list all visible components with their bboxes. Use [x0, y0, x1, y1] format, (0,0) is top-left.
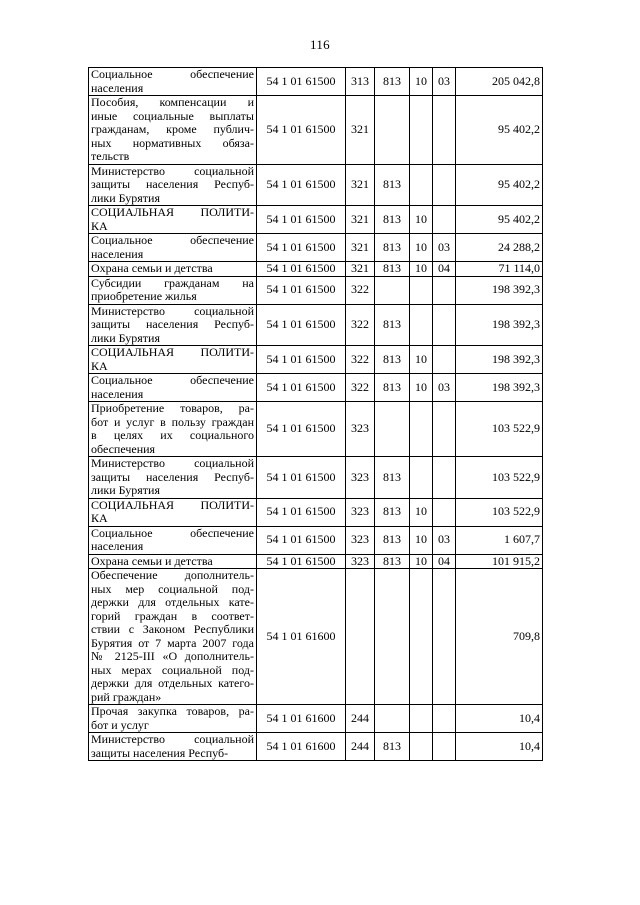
section-cell: 10: [410, 374, 433, 402]
row-name-line: населения: [91, 386, 144, 401]
subsection-cell: 04: [433, 554, 456, 569]
target-code-cell: 54 1 01 61500: [257, 96, 346, 165]
sum-cell: 10,4: [456, 705, 543, 733]
row-name-line: Приобретение товаров, ра-: [91, 401, 254, 415]
expense-type-cell: 322: [346, 346, 375, 374]
sum-cell: 103 522,9: [456, 457, 543, 499]
table-row: [89, 234, 543, 262]
section-cell: [410, 457, 433, 499]
page-number: 116: [310, 37, 330, 52]
sum-cell: 1 607,7: [456, 526, 543, 554]
grbs-cell: 813: [375, 457, 410, 499]
row-name-line: КА: [91, 358, 108, 373]
table-row: [89, 526, 543, 554]
expense-type-cell: 323: [346, 526, 375, 554]
section-cell: 10: [410, 206, 433, 234]
table-row: [89, 164, 543, 206]
section-cell: [410, 569, 433, 705]
row-name-line: Бурятия от 7 марта 2007 года: [91, 635, 254, 650]
row-name-line: КА: [91, 218, 108, 233]
subsection-cell: 03: [433, 234, 456, 262]
row-name-line: горий граждан в соответ-: [91, 608, 254, 623]
grbs-cell: 813: [375, 346, 410, 374]
grbs-cell: [375, 705, 410, 733]
table-row: [89, 68, 543, 96]
expense-type-cell: [346, 569, 375, 705]
subsection-cell: [433, 304, 456, 346]
section-cell: [410, 705, 433, 733]
row-name-cell: [89, 705, 257, 733]
target-code-cell: 54 1 01 61600: [257, 733, 346, 761]
grbs-cell: 813: [375, 554, 410, 569]
row-name-cell: [89, 164, 257, 206]
target-code-cell: 54 1 01 61500: [257, 68, 346, 96]
row-name-cell: [89, 346, 257, 374]
row-name-line: Министерство социальной: [91, 304, 254, 318]
row-name-line: Министерство социальной: [91, 732, 254, 746]
row-name-line: населения: [91, 246, 144, 261]
row-name-line: Социальное обеспечение: [91, 373, 254, 387]
row-name-line: Министерство социальной: [91, 164, 254, 178]
row-name-line: населения: [91, 80, 144, 95]
table-row: [89, 498, 543, 526]
subsection-cell: [433, 164, 456, 206]
subsection-cell: [433, 705, 456, 733]
row-name-cell: [89, 457, 257, 499]
table-row: [89, 733, 543, 761]
row-name-line: СОЦИАЛЬНАЯ ПОЛИТИ-: [91, 345, 254, 359]
sum-cell: 709,8: [456, 569, 543, 705]
row-name-line: защиты населения Респуб-: [91, 317, 254, 331]
table-row: [89, 206, 543, 234]
expense-type-cell: 323: [346, 554, 375, 569]
sum-cell: 198 392,3: [456, 304, 543, 346]
expense-type-cell: 244: [346, 705, 375, 733]
target-code-cell: 54 1 01 61500: [257, 206, 346, 234]
budget-table: [88, 67, 543, 761]
expense-type-cell: 321: [346, 96, 375, 165]
target-code-cell: 54 1 01 61500: [257, 346, 346, 374]
section-cell: [410, 733, 433, 761]
row-name-cell: [89, 554, 257, 569]
grbs-cell: 813: [375, 374, 410, 402]
table-row: [89, 262, 543, 277]
subsection-cell: [433, 457, 456, 499]
row-name-cell: [89, 304, 257, 346]
subsection-cell: [433, 276, 456, 304]
sum-cell: 95 402,2: [456, 96, 543, 165]
target-code-cell: 54 1 01 61600: [257, 569, 346, 705]
row-name-line: СОЦИАЛЬНАЯ ПОЛИТИ-: [91, 498, 254, 512]
row-name-line: защиты населения Респуб-: [91, 469, 254, 484]
expense-type-cell: 322: [346, 304, 375, 346]
table-row: [89, 346, 543, 374]
table-row: [89, 276, 543, 304]
row-name-cell: [89, 569, 257, 705]
sum-cell: 95 402,2: [456, 164, 543, 206]
row-name-line: тельств: [91, 149, 130, 163]
grbs-cell: 813: [375, 526, 410, 554]
row-name-cell: [89, 526, 257, 554]
section-cell: 10: [410, 68, 433, 96]
sum-cell: 198 392,3: [456, 374, 543, 402]
row-name-cell: [89, 498, 257, 526]
section-cell: [410, 96, 433, 165]
row-name-line: бот и услуг: [91, 717, 149, 732]
row-name-cell: [89, 374, 257, 402]
table-row: [89, 569, 543, 705]
row-name-line: Прочая закупка товаров, ра-: [91, 704, 254, 718]
subsection-cell: 03: [433, 68, 456, 96]
subsection-cell: 03: [433, 526, 456, 554]
target-code-cell: 54 1 01 61500: [257, 304, 346, 346]
target-code-cell: 54 1 01 61500: [257, 276, 346, 304]
table-row: [89, 374, 543, 402]
row-name-cell: [89, 68, 257, 96]
expense-type-cell: 321: [346, 234, 375, 262]
target-code-cell: 54 1 01 61500: [257, 234, 346, 262]
grbs-cell: 813: [375, 164, 410, 206]
sum-cell: 71 114,0: [456, 262, 543, 277]
row-name-line: ных мер социальной под-: [91, 581, 254, 596]
expense-type-cell: 323: [346, 457, 375, 499]
row-name-line: СОЦИАЛЬНАЯ ПОЛИТИ-: [91, 205, 254, 219]
row-name-line: держки для отдельных катего-: [91, 676, 254, 690]
row-name-cell: [89, 276, 257, 304]
target-code-cell: 54 1 01 61500: [257, 402, 346, 457]
section-cell: [410, 164, 433, 206]
row-name-cell: [89, 402, 257, 457]
section-cell: 10: [410, 262, 433, 277]
grbs-cell: 813: [375, 262, 410, 277]
target-code-cell: 54 1 01 61500: [257, 374, 346, 402]
grbs-cell: 813: [375, 206, 410, 234]
sum-cell: 10,4: [456, 733, 543, 761]
table-row: [89, 705, 543, 733]
expense-type-cell: 321: [346, 206, 375, 234]
row-name-line: защиты населения Респуб-: [91, 745, 229, 760]
table-row: [89, 457, 543, 499]
row-name-line: Субсидии гражданам на: [91, 276, 254, 290]
subsection-cell: [433, 569, 456, 705]
table-row: [89, 304, 543, 346]
row-name-line: Социальное обеспечение: [91, 233, 254, 247]
expense-type-cell: 321: [346, 262, 375, 277]
target-code-cell: 54 1 01 61500: [257, 498, 346, 526]
section-cell: 10: [410, 498, 433, 526]
subsection-cell: [433, 402, 456, 457]
grbs-cell: [375, 569, 410, 705]
section-cell: 10: [410, 526, 433, 554]
table-row: [89, 402, 543, 457]
row-name-line: рий граждан»: [91, 689, 162, 704]
row-name-line: ствии с Законом Республики: [91, 622, 254, 636]
row-name-line: гражданам, кроме публич-: [91, 122, 254, 136]
row-name-line: ных мерах социальной под-: [91, 662, 254, 677]
row-name-line: лики Бурятия: [91, 190, 160, 205]
row-name-line: Пособия, компенсации и: [91, 95, 254, 109]
sum-cell: 198 392,3: [456, 346, 543, 374]
target-code-cell: 54 1 01 61500: [257, 526, 346, 554]
row-name-cell: [89, 96, 257, 165]
row-name-line: КА: [91, 511, 108, 525]
row-name-line: защиты населения Респуб-: [91, 177, 254, 191]
table-row: [89, 554, 543, 569]
row-name-line: Охрана семьи и детства: [91, 554, 213, 568]
expense-type-cell: 323: [346, 402, 375, 457]
subsection-cell: [433, 96, 456, 165]
grbs-cell: [375, 402, 410, 457]
subsection-cell: [433, 346, 456, 374]
row-name-line: Министерство социальной: [91, 456, 254, 470]
subsection-cell: 04: [433, 262, 456, 277]
row-name-line: обеспечения: [91, 441, 156, 456]
grbs-cell: [375, 96, 410, 165]
expense-type-cell: 322: [346, 374, 375, 402]
sum-cell: 101 915,2: [456, 554, 543, 569]
subsection-cell: [433, 206, 456, 234]
target-code-cell: 54 1 01 61500: [257, 457, 346, 499]
row-name-line: № 2125-III «О дополнитель-: [91, 649, 254, 663]
sum-cell: 103 522,9: [456, 402, 543, 457]
expense-type-cell: 313: [346, 68, 375, 96]
section-cell: [410, 402, 433, 457]
grbs-cell: [375, 276, 410, 304]
section-cell: 10: [410, 554, 433, 569]
row-name-cell: [89, 234, 257, 262]
subsection-cell: [433, 733, 456, 761]
expense-type-cell: 244: [346, 733, 375, 761]
expense-type-cell: 322: [346, 276, 375, 304]
row-name-line: ных нормативных обяза-: [91, 135, 254, 150]
grbs-cell: 813: [375, 234, 410, 262]
section-cell: 10: [410, 346, 433, 374]
sum-cell: 103 522,9: [456, 498, 543, 526]
expense-type-cell: 321: [346, 164, 375, 206]
row-name-line: населения: [91, 539, 144, 553]
row-name-line: иные социальные выплаты: [91, 108, 254, 123]
row-name-line: лики Бурятия: [91, 330, 160, 345]
grbs-cell: 813: [375, 498, 410, 526]
row-name-line: Социальное обеспечение: [91, 67, 254, 81]
section-cell: 10: [410, 234, 433, 262]
subsection-cell: 03: [433, 374, 456, 402]
row-name-cell: [89, 262, 257, 277]
sum-cell: 95 402,2: [456, 206, 543, 234]
row-name-line: Обеспечение дополнитель-: [91, 568, 254, 582]
row-name-cell: [89, 733, 257, 761]
row-name-line: Охрана семьи и детства: [91, 261, 213, 275]
sum-cell: 198 392,3: [456, 276, 543, 304]
grbs-cell: 813: [375, 68, 410, 96]
target-code-cell: 54 1 01 61500: [257, 164, 346, 206]
budget-table-body: [89, 68, 543, 761]
row-name-line: Социальное обеспечение: [91, 526, 254, 540]
sum-cell: 24 288,2: [456, 234, 543, 262]
sum-cell: 205 042,8: [456, 68, 543, 96]
row-name-line: бот и услуг в пользу граждан: [91, 414, 254, 429]
row-name-line: лики Бурятия: [91, 483, 160, 497]
row-name-line: приобретение жилья: [91, 289, 197, 303]
target-code-cell: 54 1 01 61500: [257, 262, 346, 277]
target-code-cell: 54 1 01 61600: [257, 705, 346, 733]
row-name-line: в целях их социального: [91, 428, 254, 442]
expense-type-cell: 323: [346, 498, 375, 526]
grbs-cell: 813: [375, 733, 410, 761]
section-cell: [410, 276, 433, 304]
row-name-cell: [89, 206, 257, 234]
table-row: [89, 96, 543, 165]
target-code-cell: 54 1 01 61500: [257, 554, 346, 569]
row-name-line: держки для отдельных кате-: [91, 595, 254, 609]
grbs-cell: 813: [375, 304, 410, 346]
section-cell: [410, 304, 433, 346]
subsection-cell: [433, 498, 456, 526]
